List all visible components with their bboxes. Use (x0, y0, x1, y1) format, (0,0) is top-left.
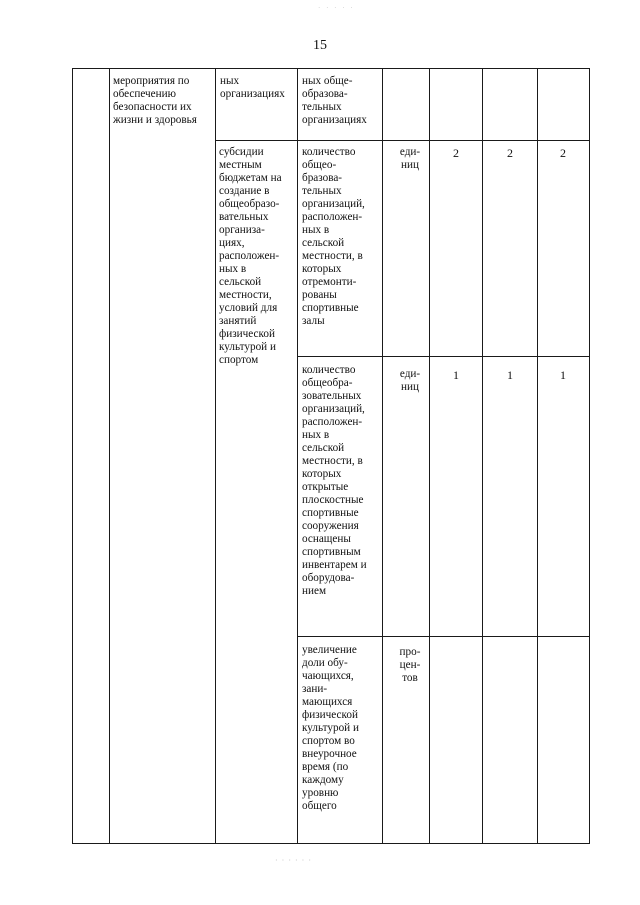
table-row-divider (215, 140, 590, 141)
indicator-value: 2 (453, 146, 459, 160)
table-col-divider (297, 68, 298, 844)
measure-cell-continued: ных организациях (220, 75, 285, 100)
table-col-divider (109, 68, 110, 844)
indicator-unit: про- цен- тов (399, 646, 421, 684)
table-col-divider (482, 68, 483, 844)
indicator-value: 1 (560, 368, 566, 382)
page-number: 15 (313, 38, 327, 53)
scan-artifact-top: · · · · · (318, 4, 355, 12)
indicator-value: 2 (560, 146, 566, 160)
table-col-divider (537, 68, 538, 844)
indicator-unit: еди- ниц (399, 146, 421, 171)
measure-cell: субсидии местным бюджетам на создание в общеобразо- вательных организа- циях, расположен- ных в сельской местности, условий для занятий физической культурой и спортом (219, 146, 282, 366)
indicator-unit: еди- ниц (399, 368, 421, 393)
table-border-bottom (72, 843, 590, 844)
table-border-top (72, 68, 590, 69)
indicator-name: количество общеобра- зовательных организаций, расположен- ных в сельской местности, в которых открытые плоскостные спортивные сооружения оснащены спортивным инвентарем и оборудова- нием (302, 364, 367, 597)
table-row-divider (297, 356, 590, 357)
indicator-name: количество общео- бразова- тельных организаций, расположен- ных в сельской местности, в которых отремонти- рованы спортивные залы (302, 146, 365, 327)
table-col-divider (382, 68, 383, 844)
indicator-value: 2 (507, 146, 513, 160)
indicator-name: увеличение доли обу- чающихся, зани- мающихся физической культурой и спортом во внеурочное время (по каждому уровню общего (302, 644, 359, 812)
table-col-divider (215, 68, 216, 844)
table-border-left (72, 68, 73, 844)
table-row-divider (297, 636, 590, 637)
table-col-divider (429, 68, 430, 844)
scan-artifact-bottom: · · · · · · (275, 856, 312, 865)
indicator-value: 1 (507, 368, 513, 382)
table-border-right (589, 68, 590, 844)
event-name-cell: мероприятия по обеспечению безопасности их жизни и здоровья (113, 75, 197, 126)
indicator-cell-continued: ных обще- образова- тельных организациях (302, 75, 367, 126)
indicator-value: 1 (453, 368, 459, 382)
